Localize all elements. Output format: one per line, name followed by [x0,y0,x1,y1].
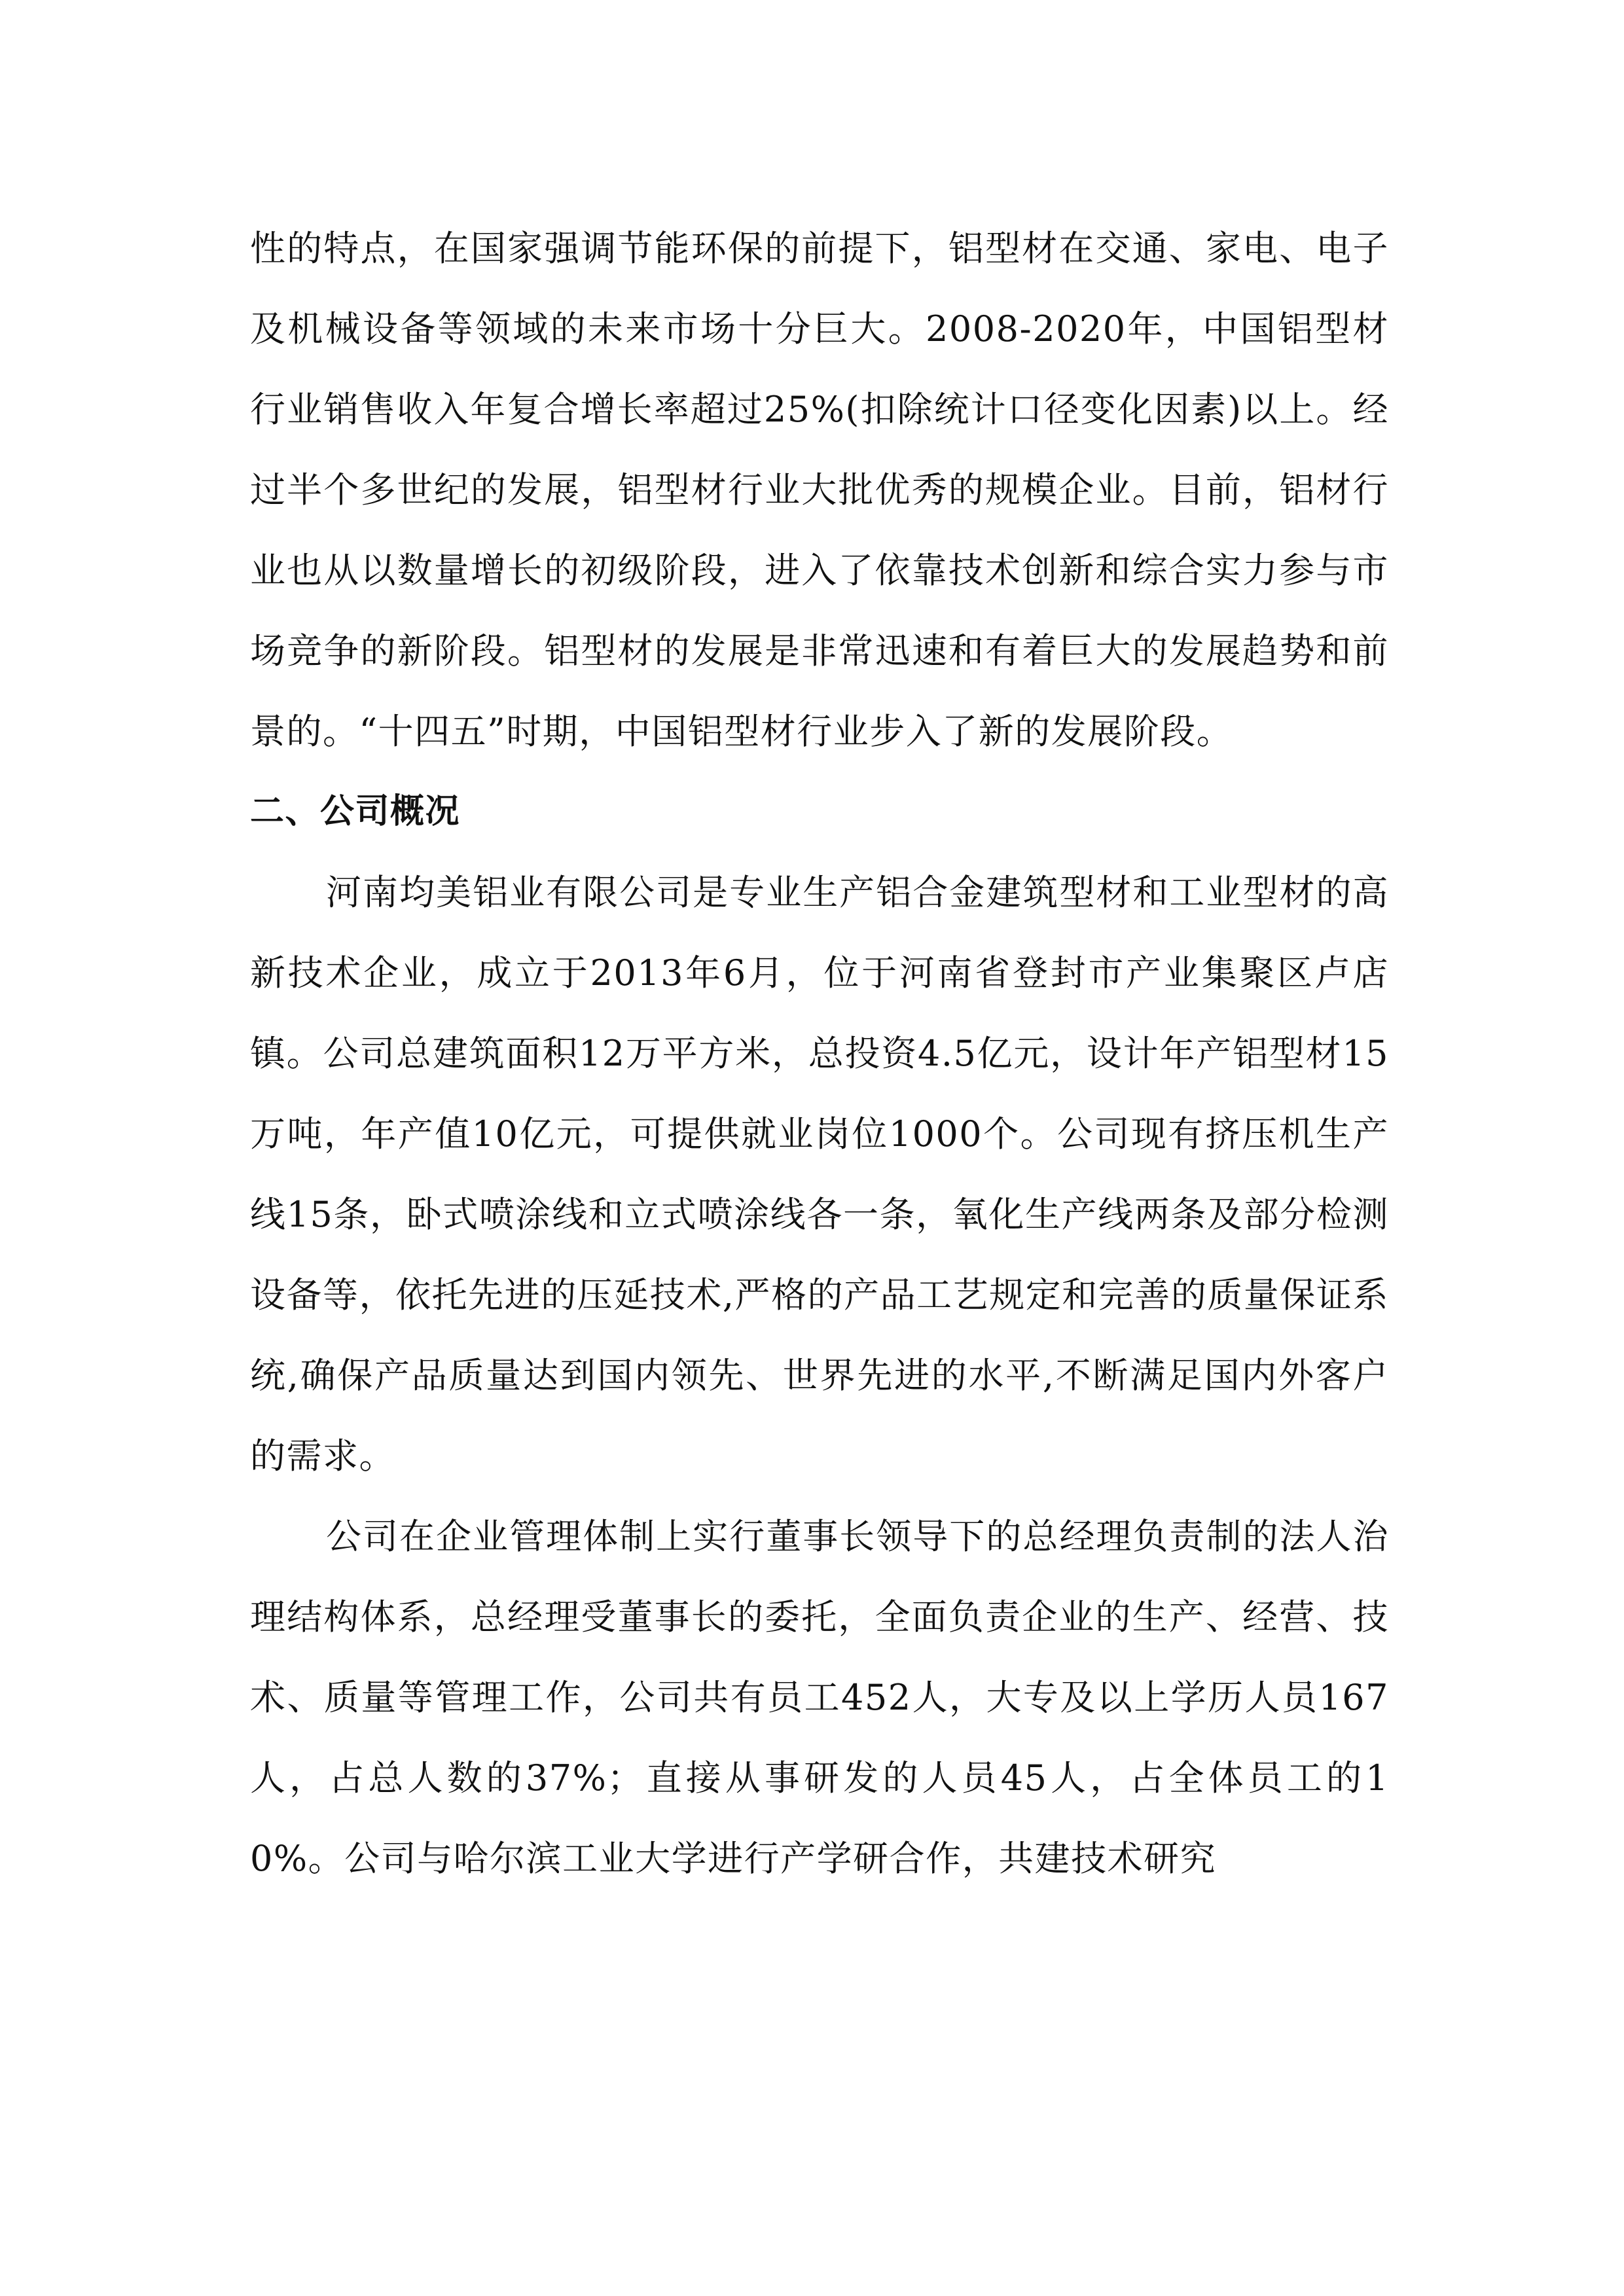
paragraph-industry-overview: 性的特点，在国家强调节能环保的前提下，铝型材在交通、家电、电子及机械设备等领域的未来市场十分巨大。2008-2020年，中国铝型材行业销售收入年复合增长率超过25%(扣除统计口径变化因素)以上。经过半个多世纪的发展，铝型材行业大批优秀的规模企业。目前，铝材行业也从以数量增长的初级阶段，进入了依靠技术创新和综合实力参与市场竞争的新阶段。铝型材的发展是非常迅速和有着巨大的发展趋势和前景的。“十四五”时期，中国铝型材行业步入了新的发展阶段。 [250,228,1389,752]
paragraph-company-intro: 河南均美铝业有限公司是专业生产铝合金建筑型材和工业型材的高新技术企业，成立于2013年6月，位于河南省登封市产业集聚区卢店镇。公司总建筑面积12万平方米，总投资4.5亿元，设计年产铝型材15万吨，年产值10亿元，可提供就业岗位1000个。公司现有挤压机生产线15条，卧式喷涂线和立式喷涂线各一条，氧化生产线两条及部分检测设备等，依托先进的压延技术,严格的产品工艺规定和完善的质量保证系统,确保产品质量达到国内领先、世界先进的水平,不断满足国内外客户的需求。 [250,872,1389,1477]
paragraph-management: 公司在企业管理体制上实行董事长领导下的总经理负责制的法人治理结构体系，总经理受董事长的委托，全面负责企业的生产、经营、技术、质量等管理工作，公司共有员工452人，大专及以上学历人员167人，占总人数的37%；直接从事研发的人员45人，占全体员工的10%。公司与哈尔滨工业大学进行产学研合作，共建技术研究 [250,1516,1389,1879]
document-page [250,208,1389,1899]
section-heading-company-overview: 二、公司概况 [250,792,461,831]
